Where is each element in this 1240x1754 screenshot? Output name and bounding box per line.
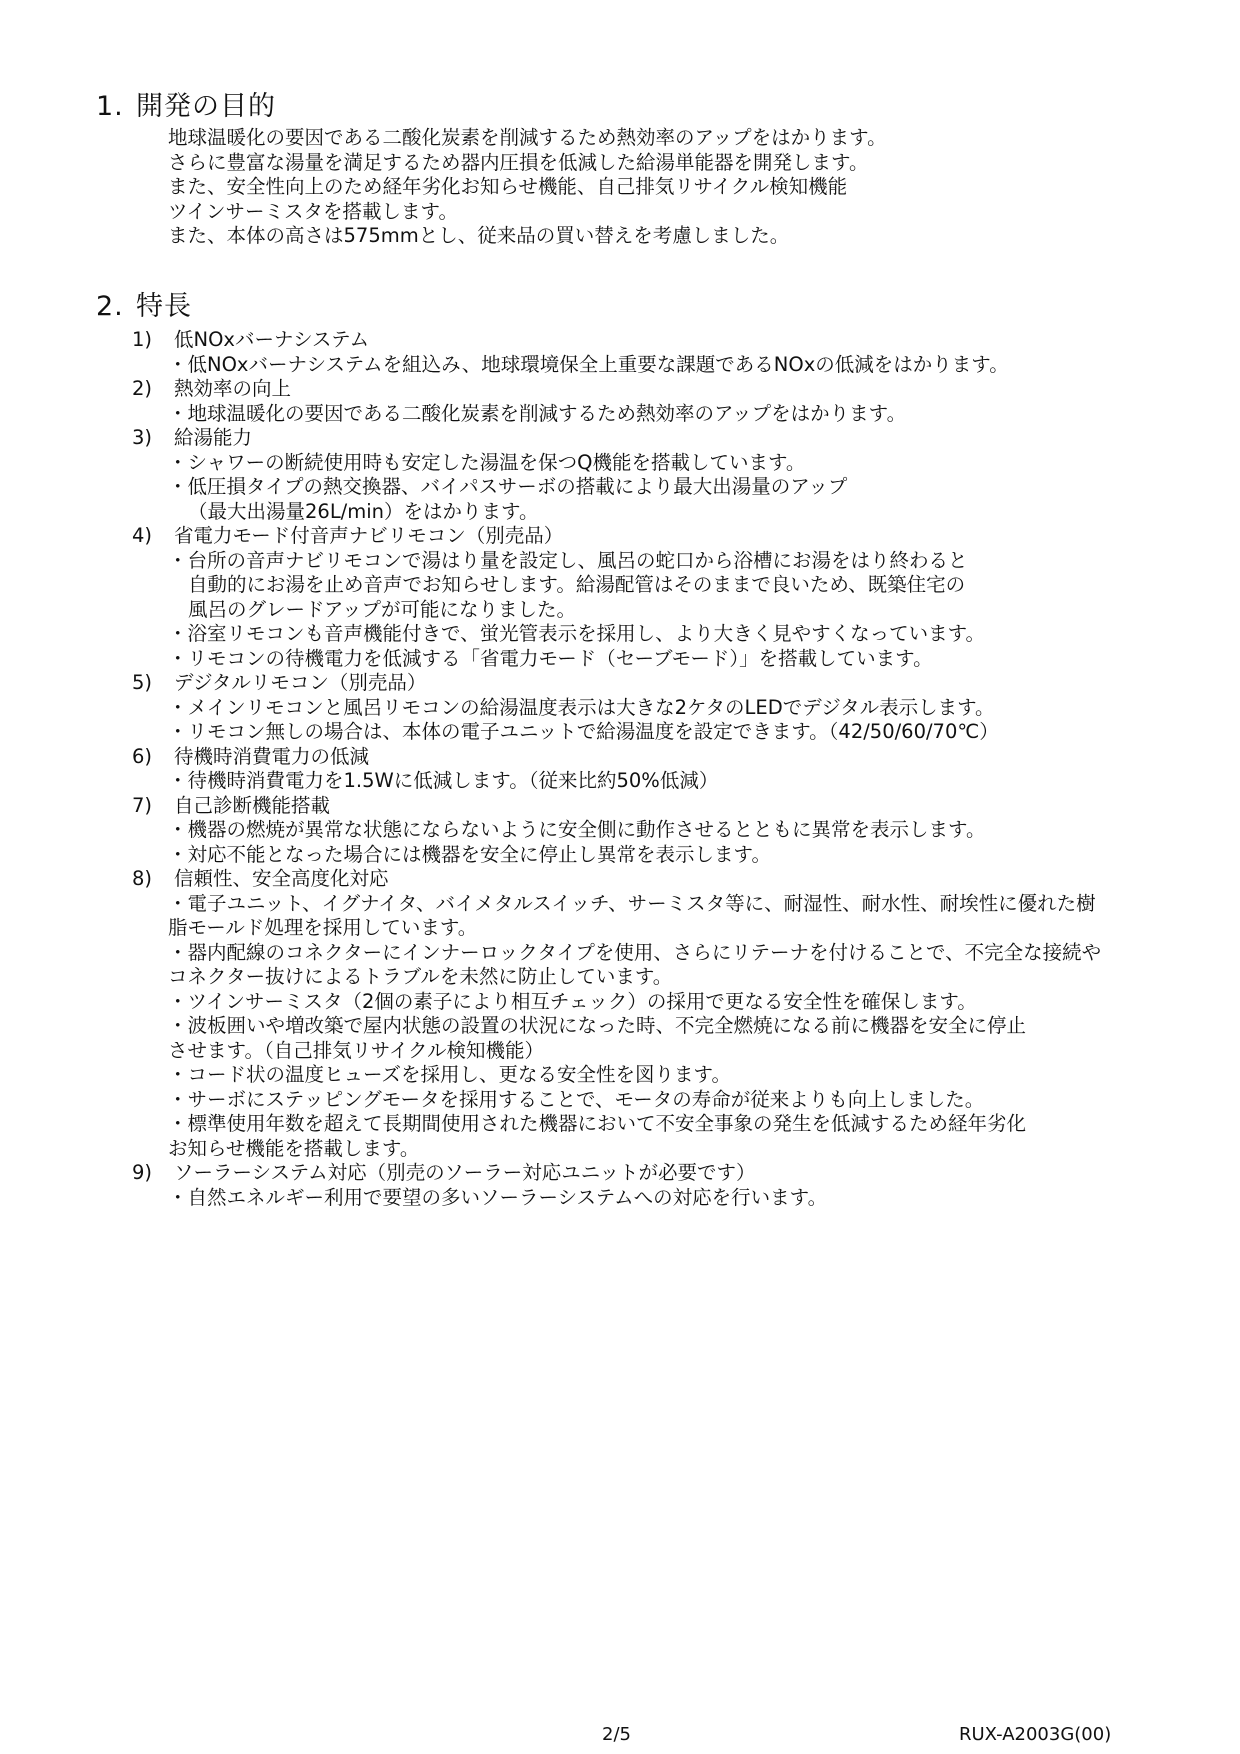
feature-item (132, 1161, 1176, 1210)
section-purpose (96, 90, 1176, 249)
feature-line: ・電子ユニット、イグナイタ、バイメタルスイッチ、サーミスタ等に、耐湿性、耐水性、耐埃性に優れた樹 (168, 891, 1096, 915)
feature-number: 2) (132, 377, 153, 400)
feature-heading (132, 671, 1176, 696)
feature-item (132, 426, 1176, 524)
feature-line: 自動的にお湯を止め音声でお知らせします。給湯配管はそのままで良いため、既築住宅の (188, 573, 966, 596)
page-number: 2/5 (602, 1724, 631, 1745)
body-line: さらに豊富な湯量を満足するため器内圧損を低減した給湯単能器を開発します。 (168, 150, 869, 174)
feature-body (168, 402, 1176, 427)
feature-heading (132, 867, 1176, 892)
feature-list (132, 328, 1176, 1210)
feature-line: ・コード状の温度ヒューズを採用し、更なる安全性を図ります。 (168, 1063, 731, 1086)
feature-line: ・波板囲いや増改築で屋内状態の設置の状況になった時、不完全燃焼になる前に機器を安全に停止 (168, 1014, 1027, 1037)
section-features (96, 290, 1176, 1210)
feature-line: ・シャワーの断続使用時も安定した湯温を保つQ機能を搭載しています。 (168, 450, 806, 474)
feature-number: 8) (132, 867, 153, 890)
feature-line: ・リモコン無しの場合は、本体の電子ユニットで給湯温度を設定できます。（42/50/60/70℃） (168, 720, 999, 743)
feature-body (168, 451, 1176, 525)
feature-line: ・サーボにステッピングモータを採用することで、モータの寿命が従来よりも向上しました。 (168, 1087, 985, 1111)
feature-line: させます。（自己排気リサイクル検知機能） (168, 1038, 544, 1062)
feature-title: デジタルリモコン（別売品） (174, 671, 427, 694)
feature-title: ソーラーシステム対応（別売のソーラー対応ユニットが必要です） (174, 1161, 756, 1184)
section-number: 1. (96, 91, 124, 122)
feature-body (168, 696, 1176, 745)
feature-heading (132, 328, 1176, 353)
body-line: また、安全性向上のため経年劣化お知らせ機能、自己排気リサイクル検知機能 (168, 175, 848, 198)
feature-heading (132, 524, 1176, 549)
feature-item (132, 794, 1176, 868)
feature-number: 3) (132, 426, 153, 449)
feature-number: 7) (132, 793, 153, 817)
feature-line: 風呂のグレードアップが可能になりました。 (188, 597, 577, 621)
feature-line: ・浴室リモコンも音声機能付きで、蛍光管表示を採用し、より大きく見やすくなっています。 (168, 622, 986, 645)
feature-line: ・器内配線のコネクターにインナーロックタイプを使用、さらにリテーナを付けることで、不完全な接続や (168, 940, 1102, 964)
feature-number: 9) (132, 1161, 153, 1184)
feature-body (168, 818, 1176, 867)
feature-line: ・自然エネルギー利用で要望の多いソーラーシステムへの対応を行います。 (168, 1185, 828, 1209)
feature-line: お知らせ機能を搭載します。 (168, 1136, 420, 1160)
section-title: 特長 (136, 291, 192, 322)
body-line: ツインサーミスタを搭載します。 (168, 199, 458, 223)
feature-item (132, 524, 1176, 671)
feature-line: ・メインリモコンと風呂リモコンの給湯温度表示は大きな2ケタのLEDでデジタル表示します。 (168, 695, 995, 719)
feature-title: 待機時消費電力の低減 (174, 744, 370, 768)
feature-heading (132, 745, 1176, 770)
feature-heading (132, 377, 1176, 402)
feature-title: 低NOxバーナシステム (174, 328, 370, 351)
feature-title: 熱効率の向上 (174, 377, 292, 400)
feature-body (168, 549, 1176, 672)
feature-item (132, 867, 1176, 1161)
feature-line: ・ツインサーミスタ（2個の素子により相互チェック）の採用で更なる安全性を確保します。 (168, 989, 977, 1013)
feature-number: 6) (132, 744, 153, 768)
feature-line: ・低NOxバーナシステムを組込み、地球環境保全上重要な課題であるNOxの低減をはかります。 (168, 352, 1009, 376)
feature-line: ・機器の燃焼が異常な状態にならないように安全側に動作させるとともに異常を表示します。 (168, 818, 986, 841)
feature-line: ・標準使用年数を超えて長期間使用された機器において不安全事象の発生を低減するため経年劣化 (168, 1112, 1027, 1135)
feature-line: ・地球温暖化の要因である二酸化炭素を削減するため熱効率のアップをはかります。 (168, 401, 907, 425)
feature-line: ・待機時消費電力を1.5Wに低減します。（従来比約50%低減） (168, 769, 719, 792)
feature-number: 5) (132, 671, 153, 694)
section-heading (96, 90, 1176, 124)
feature-item (132, 328, 1176, 377)
feature-number: 4) (132, 524, 153, 547)
feature-line: ・低圧損タイプの熱交換器、バイパスサーボの搭載により最大出湯量のアップ (168, 475, 848, 498)
feature-line: コネクター抜けによるトラブルを未然に防止しています。 (168, 965, 673, 988)
feature-title: 省電力モード付音声ナビリモコン（別売品） (174, 524, 564, 547)
feature-title: 給湯能力 (174, 426, 253, 449)
document-code: RUX-A2003G(00) (959, 1724, 1112, 1745)
feature-title: 自己診断機能搭載 (174, 793, 331, 817)
section-number: 2. (96, 291, 124, 322)
feature-heading (132, 426, 1176, 451)
feature-heading (132, 794, 1176, 819)
feature-item (132, 377, 1176, 426)
feature-line: ・台所の音声ナビリモコンで湯はり量を設定し、風呂の蛇口から浴槽にお湯をはり終わると (168, 548, 968, 572)
feature-line: ・対応不能となった場合には機器を安全に停止し異常を表示します。 (168, 842, 771, 866)
feature-item (132, 745, 1176, 794)
feature-item (132, 671, 1176, 745)
feature-title: 信頼性、安全高度化対応 (174, 867, 389, 890)
feature-line: ・リモコンの待機電力を低減する「省電力モード（セーブモード）」を搭載しています。 (168, 646, 933, 670)
feature-body (168, 892, 1176, 1162)
body-line: また、本体の高さは575mmとし、従来品の買い替えを考慮しました。 (168, 224, 790, 247)
feature-line: 脂モールド処理を採用しています。 (168, 916, 478, 939)
section-heading (96, 290, 1176, 324)
feature-heading (132, 1161, 1176, 1186)
feature-number: 1) (132, 328, 153, 351)
section-title: 開発の目的 (136, 91, 276, 122)
feature-body (168, 353, 1176, 378)
feature-body (168, 1186, 1176, 1211)
body-line: 地球温暖化の要因である二酸化炭素を削減するため熱効率のアップをはかります。 (168, 126, 887, 149)
feature-line: （最大出湯量26L/min）をはかります。 (188, 499, 539, 523)
feature-body (168, 769, 1176, 794)
section-body (168, 126, 1176, 249)
